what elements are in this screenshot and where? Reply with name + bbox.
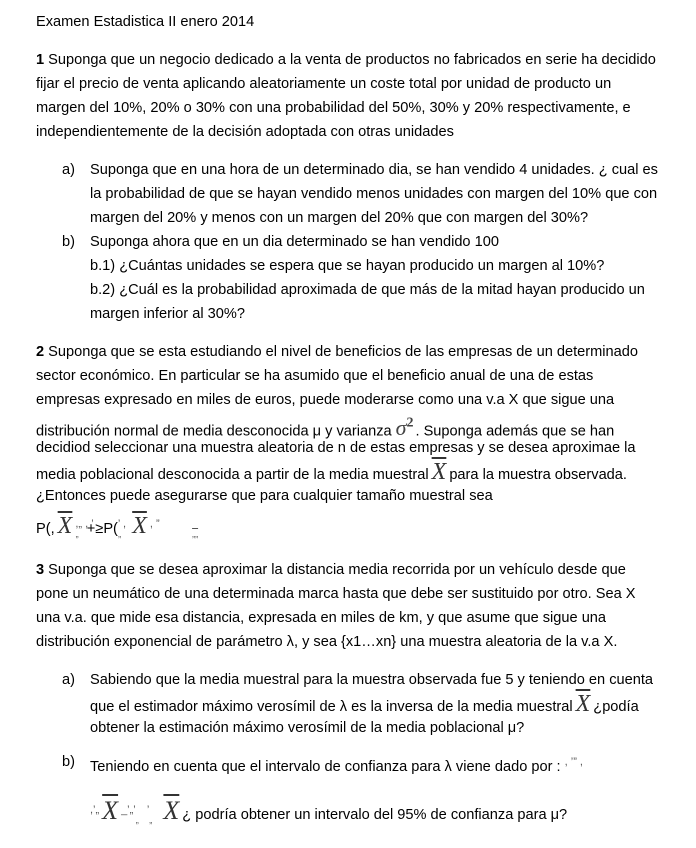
q3-confidence-interval-formula: ,’„ $\overline{X}$ _’„’$_„$ ’$_„$ $\overline{X}$ ¿ podría obtener un intervalo del 95% de confianza para μ? xyxy=(90,795,568,825)
q2-line-4: distribución normal de media desconocida μ y varianza $\sigma^2$ . Suponga además que se han xyxy=(36,415,615,441)
q2-number: 2 xyxy=(36,344,45,360)
q1-a-label: a) xyxy=(62,162,75,178)
q1-line-3: margen del 10%, 20% o 30% con una probabilidad del 50%, 30% y 20% respectivamente, e xyxy=(36,100,631,116)
sigma-squared-symbol: $\sigma^2$ xyxy=(395,415,414,441)
q3-line-1: 3 Suponga que se desea aproximar la distancia media recorrida por un vehículo desde que xyxy=(36,562,626,578)
q3-number: 3 xyxy=(36,562,45,578)
xbar-symbol: $\overline{X}$ xyxy=(163,795,180,825)
q1-b-label: b) xyxy=(62,234,75,250)
q1-b-line-2: b.1) ¿Cuántas unidades se espera que se hayan producido un margen al 10%? xyxy=(90,258,605,274)
q2-line-3: empresas expresado en miles de euros, puede moderarse como una v.a X que sigue una xyxy=(36,392,615,408)
xbar-symbol: $\overline{X}$ xyxy=(102,795,119,825)
q2-line-2: sector económico. En particular se ha asumido que el beneficio anual de una de estas xyxy=(36,368,594,384)
q3-line-2: pone un neumático de una determinada marca hasta que debe ser sustituido por otro. Sea X xyxy=(36,586,636,602)
q3-line-4: distribución exponencial de parámetro λ, y sea {x1…xn} una muestra aleatoria de la v.a X. xyxy=(36,634,618,650)
q2-line-7: ¿Entonces puede asegurarse que para cualquier tamaño muestral sea xyxy=(36,488,493,504)
xbar-symbol: $\overline{X}$ xyxy=(132,512,147,539)
q2-line-1: 2 Suponga que se esta estudiando el nivel de beneficios de las empresas de un determinado xyxy=(36,344,639,360)
xbar-symbol: $\overline{X}$ xyxy=(57,512,73,539)
q1-a-line-1: Suponga que en una hora de un determinado dia, se han vendido 4 unidades. ¿ cual es xyxy=(90,162,658,178)
q3-a-line-1: Sabiendo que la media muestral para la muestra observada fue 5 y teniendo en cuenta xyxy=(90,672,654,688)
q3-a-label: a) xyxy=(62,672,75,688)
q1-a-line-3: margen del 20% y menos con un margen del 20% que con margen del 30%? xyxy=(90,210,589,226)
q1-number: 1 xyxy=(36,52,45,68)
q3-a-line-3: obtener la estimación máximo verosímil de la media poblacional μ? xyxy=(90,720,525,736)
q2-line-6: media poblacional desconocida a partir de la media muestral $\overline{X}$ para la muestra observada. xyxy=(36,459,627,485)
q1-b-line-1: Suponga ahora que en un dia determinado se han vendido 100 xyxy=(90,234,499,250)
xbar-symbol: $\overline{X}$ xyxy=(431,459,447,485)
q1-line-2: fijar el precio de venta aplicando aleatoriamente un coste total por unidad de producto un xyxy=(36,76,612,92)
q3-line-3: una v.a. que mide esa distancia, expresada en miles de km, y que asume que sigue una xyxy=(36,610,607,626)
q2-line-5: decidiod seleccionar una muestra aleatoria de n de estas empresas y se desea aproximae la xyxy=(36,440,636,456)
q1-b-line-4: margen inferior al 30%? xyxy=(90,306,245,322)
q3-b-line-1: Teniendo en cuenta que el intervalo de confianza para λ viene dado por : , ’” , xyxy=(90,756,583,775)
q1-line-1: 1 Suponga que un negocio dedicado a la venta de productos no fabricados en serie ha decidido xyxy=(36,52,656,68)
exam-title: Examen Estadistica II enero 2014 xyxy=(36,14,255,30)
q1-line-4: independientemente de la decisión adoptada con otras unidades xyxy=(36,124,454,140)
xbar-symbol: $\overline{X}$ xyxy=(575,691,591,717)
q1-a-line-2: la probabilidad de que se hayan vendido menos unidades con margen del 10% que con xyxy=(90,186,658,202)
fraction-fragment: „„ xyxy=(192,528,199,539)
q1-b-line-3: b.2) ¿Cuál es la probabilidad aproximada de que más de la mitad hayan producido un xyxy=(90,282,645,298)
q3-b-label: b) xyxy=(62,754,75,770)
q2-probability-formula: P(, $\overline{X}$ $^{,„ , ’}_„ +\ge P(^{’ ,}_„$ $\overline{X}$ , ” $_{„„}$ xyxy=(36,512,199,539)
q3-a-line-2: que el estimador máximo verosímil de λ es la inversa de la media muestral $\overline{X}$ ¿podía xyxy=(90,691,639,717)
